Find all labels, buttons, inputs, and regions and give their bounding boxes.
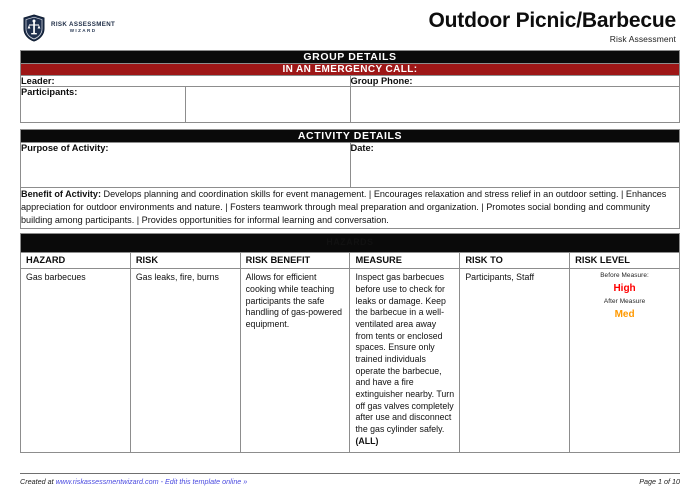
column-header-risk-benefit: RISK BENEFIT	[240, 253, 350, 269]
cell-hazard: Gas barbecues	[21, 269, 131, 452]
title-block	[429, 10, 678, 44]
group-details-table	[20, 50, 680, 123]
document-header	[0, 0, 700, 50]
cell-measure	[350, 269, 460, 452]
footer-website-link[interactable]: www.riskassessmentwizard.com	[55, 477, 159, 486]
cell-risk-level	[570, 269, 680, 452]
hazards-table	[20, 233, 680, 453]
column-header-measure: MEASURE	[350, 253, 460, 269]
benefit-text: Develops planning and coordination skills for event management. | Encourages relaxation and stress relief in an outdoor setting. | Enhances appreciation for outdoor environments and nature. | Fosters teamwork through meal preparation and organization. | Promotes social bonding and community building among participants. | Provides opportunities for informal learning and conversation.	[21, 189, 667, 226]
group-phone-field[interactable]: Group Phone:	[350, 76, 680, 87]
cell-risk: Gas leaks, fire, burns	[130, 269, 240, 452]
measure-applies-to: (ALL)	[355, 435, 379, 446]
cell-risk-to: Participants, Staff	[460, 269, 570, 452]
emergency-band-row	[21, 64, 680, 76]
leader-field[interactable]: Leader:	[21, 76, 351, 87]
after-measure-label: After Measure	[603, 298, 646, 306]
leader-row	[21, 76, 680, 87]
before-measure-label: Before Measure:	[600, 272, 649, 280]
activity-details-band-row	[21, 130, 680, 143]
footer-created-prefix: Created at	[20, 477, 56, 486]
table-row	[21, 269, 680, 452]
hazards-header-row	[21, 253, 680, 269]
brand-logo	[22, 14, 115, 42]
column-header-risk-level: RISK LEVEL	[570, 253, 680, 269]
cell-risk-benefit: Allows for efficient cooking while teaching participants the safe handling of gas-powered equipment.	[240, 269, 350, 452]
benefit-of-activity-cell	[21, 188, 680, 229]
document-footer	[20, 473, 680, 486]
status-badge-after: Med	[614, 308, 635, 320]
activity-details-band: ACTIVITY DETAILS	[21, 130, 680, 143]
brand-text	[51, 22, 115, 34]
participants-blank-cell-a[interactable]	[185, 87, 350, 123]
footer-edit-link[interactable]: - Edit this template online »	[158, 477, 248, 486]
participants-blank-cell-b[interactable]	[350, 87, 680, 123]
group-details-band-row	[21, 51, 680, 64]
emergency-call-band: IN AN EMERGENCY CALL:	[21, 64, 680, 76]
brand-name-line2: WIZARD	[69, 28, 97, 34]
page-number: Page 1 of 10	[639, 477, 680, 486]
date-field[interactable]: Date:	[350, 143, 680, 188]
purpose-date-row	[21, 143, 680, 188]
shield-logo-icon	[22, 14, 46, 42]
group-details-band: GROUP DETAILS	[21, 51, 680, 64]
hazards-band: HAZARDS	[21, 233, 680, 253]
activity-details-table	[20, 129, 680, 229]
participants-field[interactable]: Participants:	[21, 87, 186, 123]
status-badge-before: High	[613, 282, 636, 294]
hazards-band-row	[21, 233, 680, 253]
purpose-of-activity-field[interactable]: Purpose of Activity:	[21, 143, 351, 188]
participants-row	[21, 87, 680, 123]
page-title: Outdoor Picnic/Barbecue	[428, 9, 676, 32]
column-header-risk: RISK	[130, 253, 240, 269]
page-subtitle: Risk Assessment	[609, 34, 676, 45]
brand-name-line1: RISK ASSESSMENT	[51, 21, 116, 29]
column-header-hazard: HAZARD	[21, 253, 131, 269]
benefit-row	[21, 188, 680, 229]
measure-text: Inspect gas barbecues before use to check for leaks or damage. Keep the barbecue in a well-ventilated area away from tents or enclosed spaces. Ensure only trained individuals operate the barbecue, and have a fire extinguisher nearby. Turn off gas valves completely after use and disconnect the gas cylinder safely.	[355, 272, 455, 435]
column-header-risk-to: RISK TO	[460, 253, 570, 269]
benefit-label: Benefit of Activity:	[21, 189, 101, 199]
footer-credit	[20, 477, 247, 486]
